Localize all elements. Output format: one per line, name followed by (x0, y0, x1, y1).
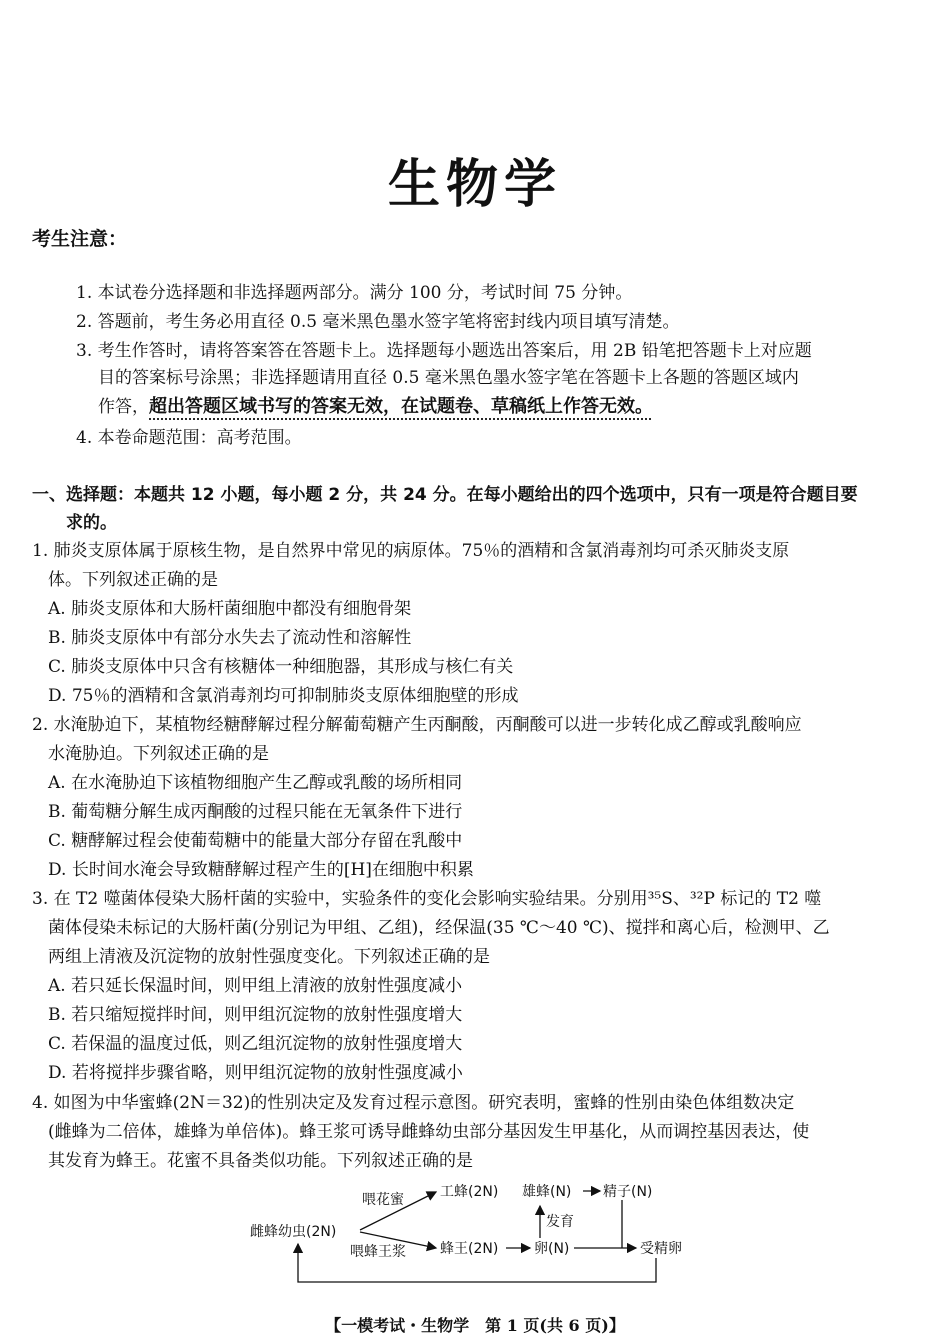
diagram-feed-nectar: 喂花蜜 (362, 1192, 404, 1208)
question-2-option-b: B. 葡萄糖分解生成丙酮酸的过程只能在无氧条件下进行 (48, 802, 463, 822)
question-2-option-a: A. 在水淹胁迫下该植物细胞产生乙醇或乳酸的场所相同 (48, 773, 463, 793)
diagram-fertilized-egg: 受精卵 (640, 1241, 682, 1257)
question-4-stem-cont: (雌蜂为二倍体，雄蜂为单倍体)。蜂王浆可诱导雌蜂幼虫部分基因发生甲基化，从而调控基因表达，使 (48, 1122, 810, 1142)
diagram-egg: 卵(N) (534, 1241, 570, 1257)
diagram-worker: 工蜂(2N) (440, 1184, 499, 1200)
question-3-stem: 3. 在 T2 噬菌体侵染大肠杆菌的实验中，实验条件的变化会影响实验结果。分别用³⁵S、³²P 标记的 T2 噬 (32, 889, 822, 909)
bee-development-diagram (250, 1178, 710, 1288)
diagram-sperm: 精子(N) (603, 1184, 653, 1200)
notice-item-3: 3. 考生作答时，请将答案答在答题卡上。选择题每小题选出答案后，用 2B 铅笔把答题卡上对应题 (76, 341, 812, 361)
question-1-stem-cont: 体。下列叙述正确的是 (48, 570, 218, 590)
question-3-stem-cont: 菌体侵染未标记的大肠杆菌(分别记为甲组、乙组)，经保温(35 ℃～40 ℃)、搅拌和离心后，检测甲、乙 (48, 918, 830, 938)
notice-item-1: 1. 本试卷分选择题和非选择题两部分。满分 100 分，考试时间 75 分钟。 (76, 283, 633, 303)
notice-item-3-prefix: 作答， (98, 397, 149, 417)
notice-emphasis: 超出答题区域书写的答案无效，在试题卷、草稿纸上作答无效。 (149, 396, 653, 417)
diagram-develop: 发育 (546, 1214, 574, 1230)
notice-item-4: 4. 本卷命题范围：高考范围。 (76, 428, 302, 448)
question-2-stem-cont: 水淹胁迫。下列叙述正确的是 (48, 744, 269, 764)
question-4-stem-cont2: 其发育为蜂王。花蜜不具备类似功能。下列叙述正确的是 (48, 1151, 473, 1171)
question-2-option-c: C. 糖酵解过程会使葡萄糖中的能量大部分存留在乳酸中 (48, 831, 463, 851)
diagram-feed-royal-jelly: 喂蜂王浆 (350, 1244, 406, 1260)
question-3-option-a: A. 若只延长保温时间，则甲组上清液的放射性强度减小 (48, 976, 463, 996)
notice-item-3-cont: 目的答案标号涂黑；非选择题请用直径 0.5 毫米黑色墨水签字笔在答题卡上各题的答题区域内 (98, 368, 799, 388)
section-heading: 一、选择题：本题共 12 小题，每小题 2 分，共 24 分。在每小题给出的四个选项中，只有一项是符合题目要 (32, 485, 858, 505)
question-4-stem: 4. 如图为中华蜜蜂(2N＝32)的性别决定及发育过程示意图。研究表明，蜜蜂的性别由染色体组数决定 (32, 1093, 795, 1113)
notice-item-3-cont2 (98, 396, 653, 418)
notice-item-2: 2. 答题前，考生务必用直径 0.5 毫米黑色墨水签字笔将密封线内项目填写清楚。 (76, 312, 680, 332)
notice-heading: 考生注意： (32, 228, 128, 250)
question-1-option-c: C. 肺炎支原体中只含有核糖体一种细胞器，其形成与核仁有关 (48, 657, 514, 677)
section-heading-cont: 求的。 (66, 513, 117, 533)
diagram-larva: 雌蜂幼虫(2N) (250, 1224, 337, 1240)
question-1-option-a: A. 肺炎支原体和大肠杆菌细胞中都没有细胞骨架 (48, 599, 412, 619)
page-footer: 【一模考试・生物学 第 1 页(共 6 页)】 (325, 1316, 625, 1335)
question-1-stem: 1. 肺炎支原体属于原核生物，是自然界中常见的病原体。75％的酒精和含氯消毒剂均可杀灭肺炎支原 (32, 541, 790, 561)
diagram-queen: 蜂王(2N) (440, 1241, 499, 1257)
page-title: 生物学 (387, 155, 562, 215)
question-3-option-d: D. 若将搅拌步骤省略，则甲组沉淀物的放射性强度减小 (48, 1063, 463, 1083)
diagram-drone: 雄蜂(N) (522, 1184, 572, 1200)
question-3-stem-cont2: 两组上清液及沉淀物的放射性强度变化。下列叙述正确的是 (48, 947, 490, 967)
question-1-option-d: D. 75％的酒精和含氯消毒剂均可抑制肺炎支原体细胞壁的形成 (48, 686, 519, 706)
question-1-option-b: B. 肺炎支原体中有部分水失去了流动性和溶解性 (48, 628, 412, 648)
question-2-option-d: D. 长时间水淹会导致糖酵解过程产生的[H]在细胞中积累 (48, 860, 474, 880)
question-3-option-c: C. 若保温的温度过低，则乙组沉淀物的放射性强度增大 (48, 1034, 463, 1054)
question-2-stem: 2. 水淹胁迫下，某植物经糖酵解过程分解葡萄糖产生丙酮酸，丙酮酸可以进一步转化成乙醇或乳酸响应 (32, 715, 802, 735)
question-3-option-b: B. 若只缩短搅拌时间，则甲组沉淀物的放射性强度增大 (48, 1005, 463, 1025)
